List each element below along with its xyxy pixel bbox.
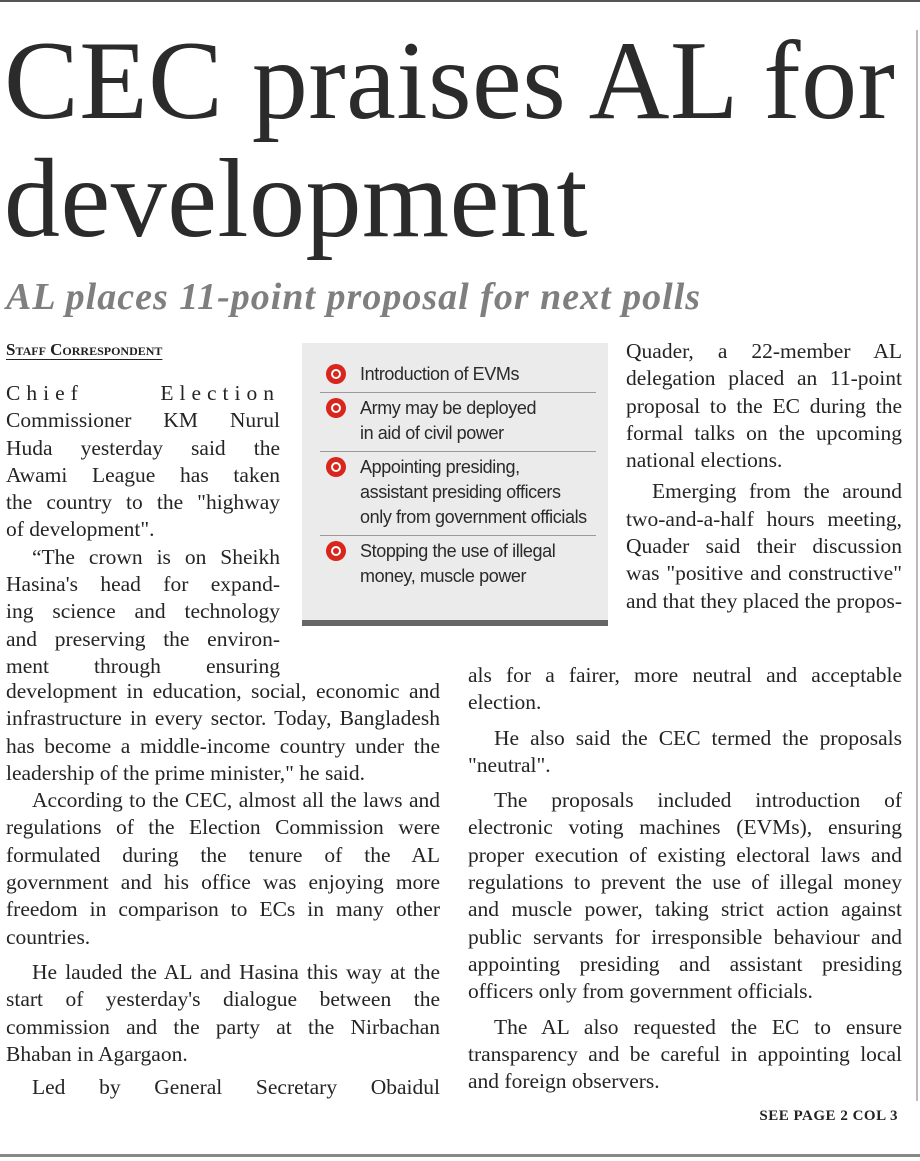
- key-point: [320, 536, 596, 594]
- headline: CEC praises AL for development: [4, 19, 896, 261]
- paragraph: He lauded the AL and Hasina this way at the start of yesterday's dialogue between the commission and the party at the Nirbachan Bhaban in Agargaon.: [6, 959, 440, 1066]
- body-line: “The crown is on Sheikh: [32, 544, 280, 569]
- continued-on-page-note: SEE PAGE 2 COL 3: [759, 1108, 898, 1124]
- key-point: [320, 393, 596, 452]
- body-line: Chief Election: [6, 381, 280, 405]
- paragraph: Emerging from the around two-and-a-half hours meeting, Quader said their discussion was "positive and constructive" and that they placed the propos-: [626, 479, 902, 613]
- byline: Staff Correspondent: [6, 340, 163, 359]
- body-line: of development".: [6, 517, 155, 542]
- paragraph: development in education, social, economic and infrastructure in every sector. Today, Bangladesh has become a middle-income country under the leadership of the prime minister," he said.: [6, 679, 440, 785]
- key-points-box: [302, 343, 608, 626]
- body-line: ment through ensuring: [6, 653, 280, 678]
- body-line: Awami League has taken: [6, 462, 280, 487]
- paragraph: Quader, a 22-member AL delegation placed an 11-point proposal to the EC during the formal talks on the upcoming national elections.: [626, 339, 902, 473]
- paragraph: According to the CEC, almost all the laws and regulations of the Election Commission were formulated during the tenure of the AL government and his office was enjoying more freedom in comparison to ECs in many other countries.: [6, 788, 440, 949]
- right-column-narrow: [626, 338, 902, 615]
- body-line: Huda yesterday said the: [6, 435, 280, 460]
- paragraph: als for a fairer, more neutral and acceptable election.: [468, 663, 902, 715]
- left-column-narrow: [6, 380, 280, 680]
- key-point-text: Army may be deployed in aid of civil power: [360, 398, 537, 443]
- bullet-icon: [326, 457, 346, 477]
- body-line: Commissioner KM Nurul: [6, 408, 280, 433]
- top-rule: [0, 0, 920, 2]
- right-rule: [916, 30, 918, 1101]
- right-column-wide: [468, 662, 902, 1095]
- key-point: [320, 452, 596, 536]
- bullet-icon: [326, 364, 346, 384]
- paragraph: Led by General Secretary Obaidul: [32, 1075, 440, 1100]
- paragraph: He also said the CEC termed the proposals "neutral".: [468, 725, 902, 777]
- body-line: Hasina's head for expand-: [6, 572, 280, 597]
- key-point-text: Stopping the use of illegal money, muscle power: [360, 541, 556, 586]
- bottom-rule: [0, 1154, 920, 1157]
- left-column-wide: [6, 678, 440, 1101]
- bullet-icon: [326, 541, 346, 561]
- key-point: [320, 359, 596, 393]
- key-point-text: Appointing presiding, assistant presiding officers only from government officials: [360, 457, 587, 527]
- paragraph: The AL also requested the EC to ensure transparency and be careful in appointing local and foreign observers.: [468, 1014, 902, 1094]
- paragraph: The proposals included introduction of electronic voting machines (EVMs), ensuring proper execution of existing electoral laws and regulations to prevent the use of illegal money and muscle power, taking strict action against public servants for irresponsible behaviour and appointing presiding and assistant presiding officers only from government officials.: [468, 788, 902, 1004]
- subheadline: AL places 11-point proposal for next polls: [6, 276, 702, 318]
- body-line: ing science and technology: [6, 599, 280, 624]
- body-line: the country to the "highway: [6, 490, 280, 515]
- body-line: and preserving the environ-: [6, 626, 280, 651]
- bullet-icon: [326, 398, 346, 418]
- key-point-text: Introduction of EVMs: [360, 364, 520, 384]
